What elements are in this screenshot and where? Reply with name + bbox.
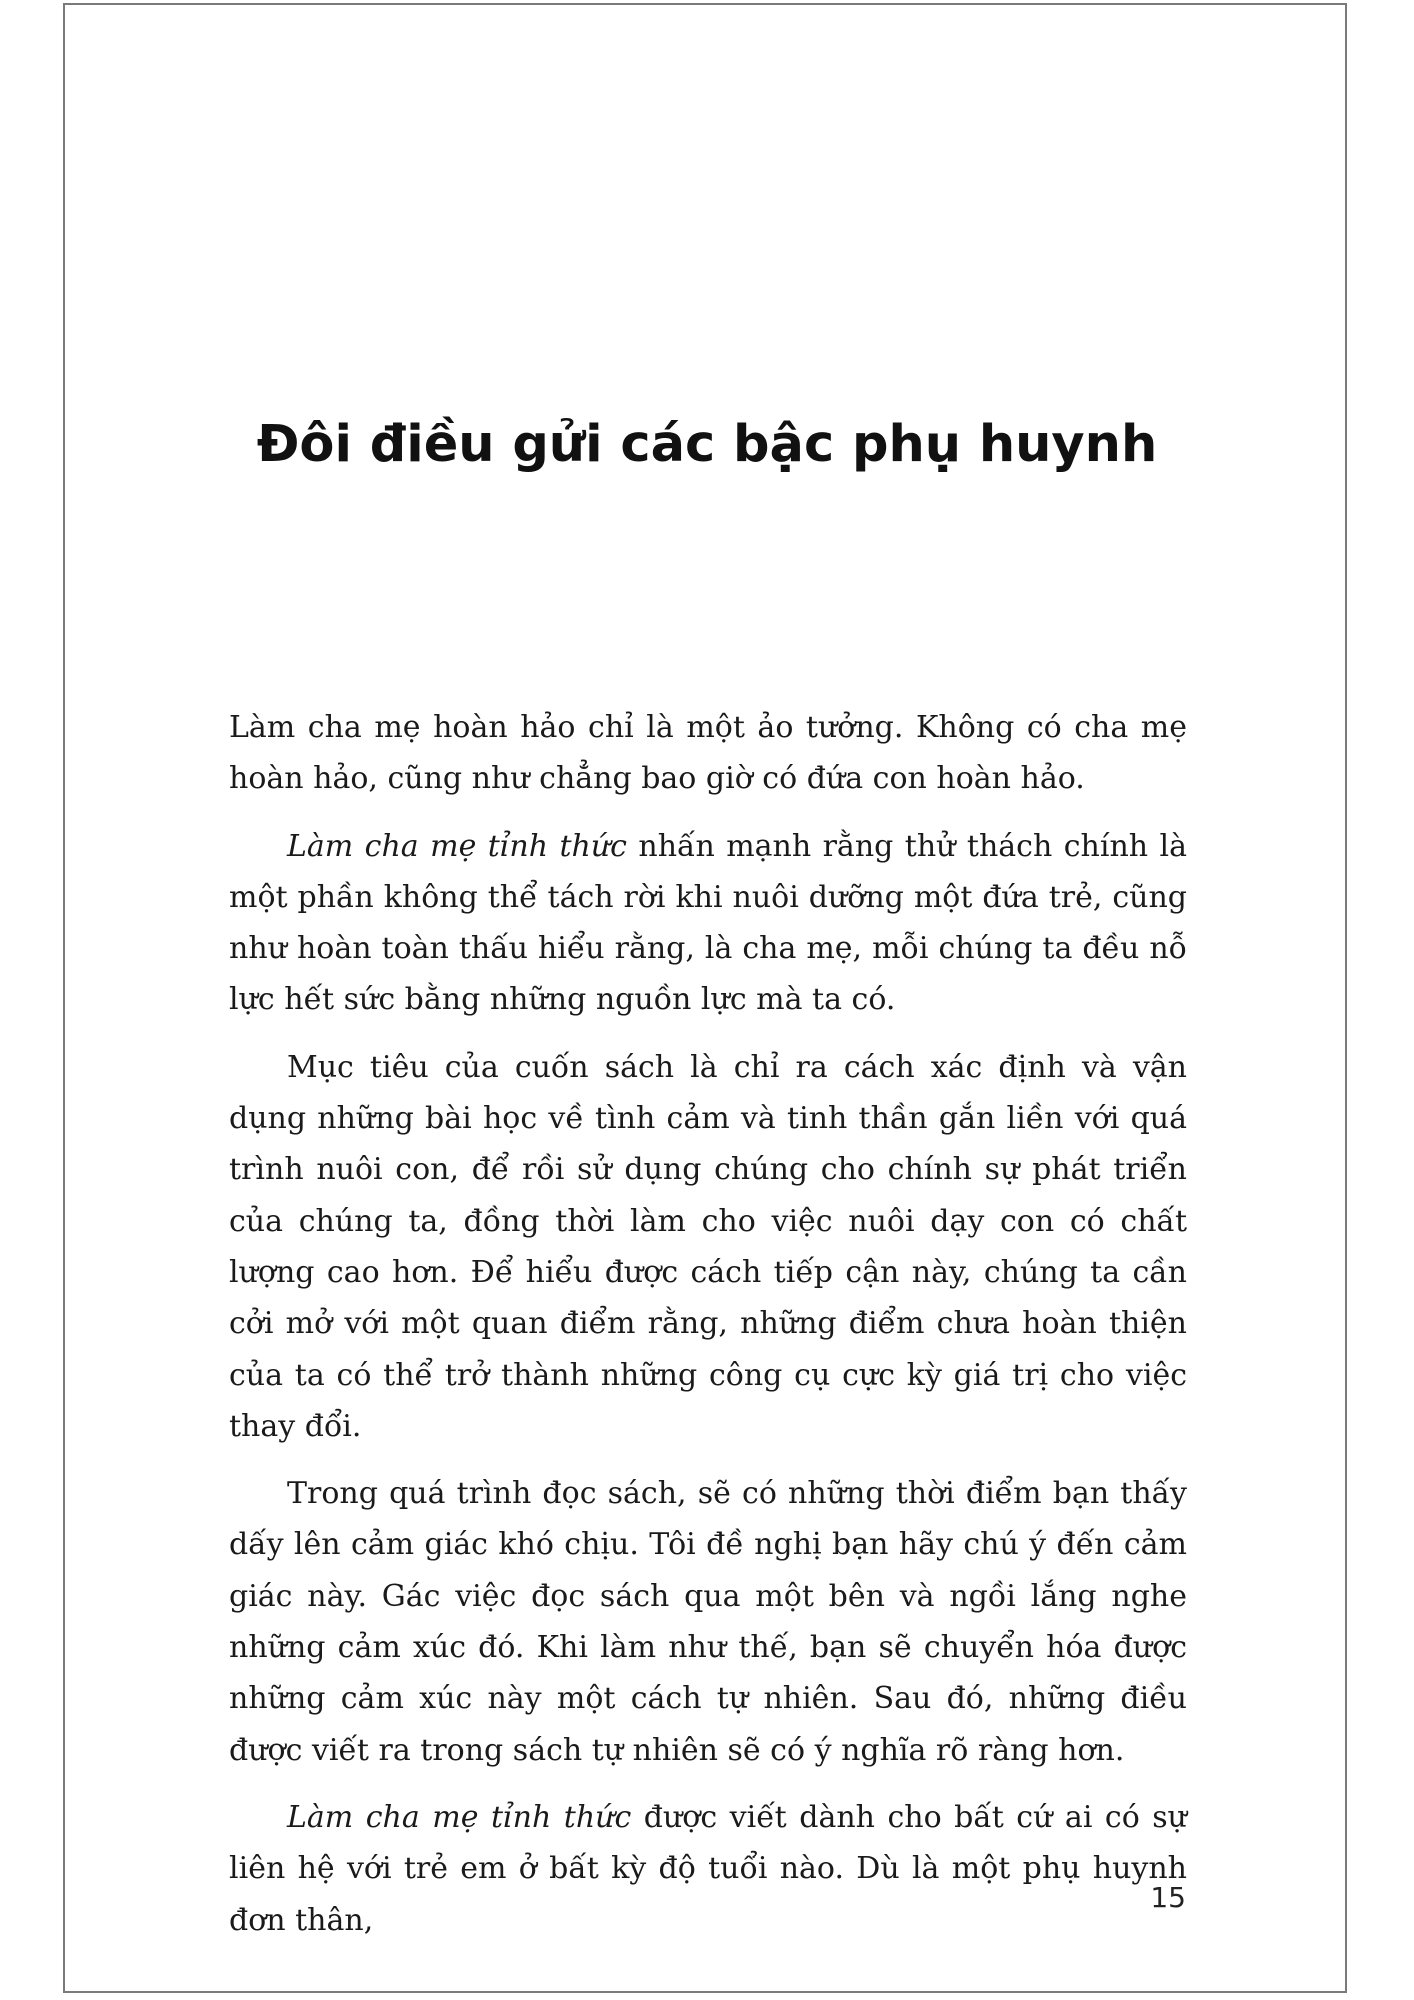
book-title-italic: Làm cha mẹ tỉnh thức xyxy=(287,1799,632,1835)
paragraph-text: Làm cha mẹ hoàn hảo chỉ là một ảo tưởng. Không có cha mẹ hoàn hảo, cũng như chẳng bao giờ có đứa con hoàn hảo. xyxy=(229,710,1187,797)
paragraph-3 xyxy=(229,1042,1187,1452)
paragraph-text: Mục tiêu của cuốn sách là chỉ ra cách xác định và vận dụng những bài học về tình cảm và tinh thần gắn liền với quá trình nuôi con, để rồi sử dụng chúng cho chính sự phát triển của chúng ta, đồng thời làm cho việc nuôi dạy con có chất lượng cao hơn. Để hiểu được cách tiếp cận này, chúng ta cần cởi mở với một quan điểm rằng, những điểm chưa hoàn thiện của ta có thể trở thành những công cụ cực kỳ giá trị cho việc thay đổi. xyxy=(229,1049,1187,1444)
book-title-italic: Làm cha mẹ tỉnh thức xyxy=(287,828,627,864)
paragraph-text: Trong quá trình đọc sách, sẽ có những thời điểm bạn thấy dấy lên cảm giác khó chịu. Tôi đề nghị bạn hãy chú ý đến cảm giác này. Gác việc đọc sách qua một bên và ngồi lắng nghe những cảm xúc đó. Khi làm như thế, bạn sẽ chuyển hóa được những cảm xúc này một cách tự nhiên. Sau đó, những điều được viết ra trong sách tự nhiên sẽ có ý nghĩa rõ ràng hơn. xyxy=(229,1476,1187,1768)
chapter-title: Đôi điều gửi các bậc phụ huynh xyxy=(256,415,1158,474)
paragraph-text: được viết dành cho bất cứ ai có sự liên hệ với trẻ em ở bất kỳ độ tuổi nào. Dù là một phụ huynh đơn thân, xyxy=(229,1799,1188,1938)
page-number: 15 xyxy=(1150,1881,1186,1914)
body-text xyxy=(229,702,1187,1946)
paragraph-4 xyxy=(229,1468,1187,1776)
paragraph-text: nhấn mạnh rằng thử thách chính là một phần không thể tách rời khi nuôi dưỡng một đứa trẻ, cũng như hoàn toàn thấu hiểu rằng, là cha mẹ, mỗi chúng ta đều nỗ lực hết sức bằng những nguồn lực mà ta có. xyxy=(229,828,1187,1018)
paragraph-5 xyxy=(229,1792,1187,1946)
paragraph-2 xyxy=(229,821,1187,1026)
paragraph-1 xyxy=(229,702,1187,805)
